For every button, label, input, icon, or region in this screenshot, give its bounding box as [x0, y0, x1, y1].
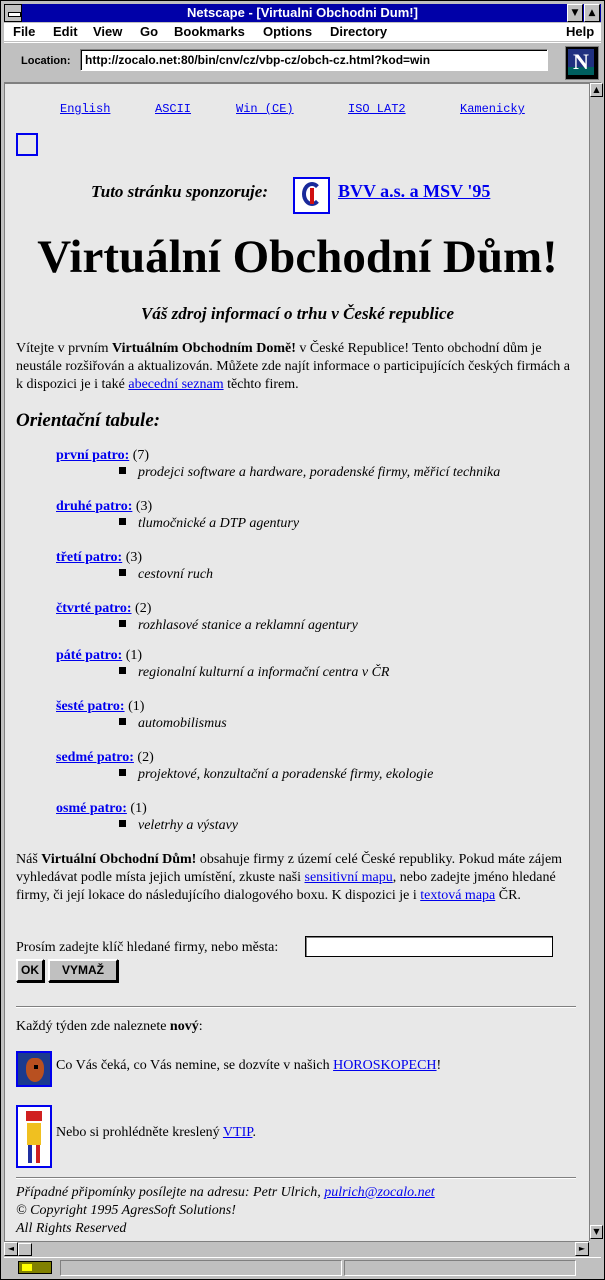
floor-description	[119, 618, 358, 634]
key-shape	[22, 1264, 32, 1271]
floor-description	[119, 567, 213, 583]
lang-kamenicky-link[interactable]: Kamenicky	[460, 102, 525, 116]
netscape-logo[interactable]	[565, 46, 599, 80]
scroll-right-button[interactable]	[575, 1242, 589, 1256]
scroll-left-icon: ◄	[7, 1244, 15, 1253]
floor-item	[56, 648, 142, 664]
jester-leg-left	[28, 1145, 32, 1163]
maximize-button[interactable]	[584, 4, 600, 22]
joke-link[interactable]: VTIP	[222, 1125, 253, 1140]
search-intro-paragraph	[16, 851, 576, 905]
menu-file[interactable]: File	[13, 24, 36, 39]
bullet-icon	[119, 769, 126, 776]
floor-count: (1)	[128, 699, 145, 714]
bvv-logo[interactable]	[293, 177, 330, 214]
menu-bookmarks[interactable]: Bookmarks	[174, 24, 245, 39]
window-title: Netscape - [Virtualni Obchodni Dum!]	[187, 5, 418, 20]
joke-text: Nebo si prohlédněte kreslený	[56, 1125, 223, 1140]
intro-bold: Virtuálním Obchodním Domě!	[112, 341, 296, 356]
weekly-intro	[16, 1018, 576, 1036]
divider	[16, 1177, 576, 1179]
joke-line	[56, 1124, 576, 1142]
intro-text-2: v České Republice! Tento obchodní dům je neustále rozšiřován a aktualizován. Můžete zde najít informace o participujících českých firmách a k dispozici je i také	[16, 341, 570, 392]
search-text-4: ČR.	[495, 888, 521, 903]
horoscope-text: Co Vás čeká, co Vás nemine, se dozvíte v našich	[56, 1058, 334, 1073]
clear-button[interactable]: VYMAŽ	[48, 959, 118, 982]
floor-desc-text: tlumočnické a DTP agentury	[138, 516, 300, 531]
location-input[interactable]: http://zocalo.net:80/bin/cnv/cz/vbp-cz/obch-cz.html?kod=win	[80, 49, 548, 71]
floor-description	[119, 465, 500, 481]
sensitive-map-link[interactable]: sensitivní mapu	[304, 870, 393, 885]
vertical-scrollbar[interactable]	[589, 83, 603, 1241]
bvv-logo-bar	[310, 188, 314, 204]
menu-go[interactable]: Go	[140, 24, 159, 39]
floor-count: (3)	[125, 550, 143, 565]
menu-view[interactable]: View	[93, 24, 123, 39]
text-map-link[interactable]: textová mapa	[420, 888, 496, 903]
location-label: Location:	[21, 55, 71, 67]
bullet-icon	[119, 718, 126, 725]
status-bar	[4, 1257, 601, 1278]
footer	[16, 1184, 435, 1238]
menu-edit[interactable]: Edit	[53, 24, 78, 39]
scroll-down-icon: ▼	[593, 1227, 600, 1236]
bullet-icon	[119, 820, 126, 827]
floor-desc-text: regionalní kulturní a informační centra v ČR	[138, 665, 390, 680]
bullet-icon	[119, 518, 126, 525]
joke-end: .	[252, 1125, 256, 1140]
bullet-icon	[119, 667, 126, 674]
jester-hat	[26, 1111, 42, 1121]
horoscope-icon[interactable]	[16, 1051, 52, 1087]
footer-copyright: © Copyright 1995 AgresSoft Solutions!	[16, 1203, 236, 1218]
search-bold: Virtuální Obchodní Dům!	[41, 852, 197, 867]
floor-link[interactable]: osmé patro:	[56, 801, 127, 816]
floor-count: (2)	[137, 750, 154, 765]
status-message	[60, 1260, 342, 1276]
ok-button[interactable]: OK	[16, 959, 44, 982]
floor-item	[56, 550, 142, 566]
footer-contact-text: Případné připomínky posílejte na adresu: Petr Ulrich,	[16, 1185, 325, 1200]
footer-rights: All Rights Reserved	[16, 1221, 127, 1236]
scroll-up-icon: ▲	[593, 85, 600, 94]
intro-text-1: Vítejte v prvním	[16, 341, 113, 356]
minimize-icon: ▼	[571, 8, 579, 18]
floor-link[interactable]: šesté patro:	[56, 699, 125, 714]
security-key-icon	[18, 1261, 52, 1274]
sponsor-label: Tuto stránku sponzoruje:	[91, 182, 268, 201]
bullet-icon	[119, 620, 126, 627]
footer-contact	[16, 1184, 435, 1202]
floor-item	[56, 601, 151, 617]
jester-body	[27, 1123, 41, 1145]
floor-description	[119, 516, 299, 532]
floor-link[interactable]: druhé patro:	[56, 499, 133, 514]
floor-link[interactable]: čtvrté patro:	[56, 601, 132, 616]
horizontal-scrollbar[interactable]	[4, 1241, 589, 1257]
directory-heading: Orientační tabule:	[16, 410, 161, 431]
status-progress	[344, 1260, 576, 1276]
floor-count: (7)	[132, 448, 150, 463]
search-input[interactable]	[305, 936, 553, 957]
floor-link[interactable]: třetí patro:	[56, 550, 123, 565]
floor-link[interactable]: první patro:	[56, 448, 130, 463]
footer-email-link[interactable]: pulrich@zocalo.net	[324, 1185, 435, 1200]
image-placeholder-link[interactable]	[16, 133, 38, 156]
scroll-down-button[interactable]	[590, 1225, 603, 1239]
floor-count: (2)	[135, 601, 152, 616]
floor-description	[119, 818, 238, 834]
floor-count: (3)	[135, 499, 153, 514]
search-text-1: Náš	[16, 852, 42, 867]
horoscope-end: !	[436, 1058, 442, 1073]
minimize-button[interactable]	[567, 4, 583, 22]
sponsor-link[interactable]: BVV a.s. a MSV '95	[338, 181, 491, 201]
weekly-text-2: :	[198, 1019, 203, 1034]
search-prompt: Prosím zadejte klíč hledané firmy, nebo města:	[16, 940, 279, 955]
weekly-text-1: Každý týden zde naleznete	[16, 1019, 170, 1034]
floor-desc-text: rozhlasové stanice a reklamní agentury	[138, 618, 358, 633]
floor-item	[56, 499, 152, 515]
floor-desc-text: veletrhy a výstavy	[138, 818, 239, 833]
floor-link[interactable]: sedmé patro:	[56, 750, 134, 765]
scroll-up-button[interactable]	[590, 83, 603, 97]
floor-desc-text: cestovní ruch	[138, 567, 214, 582]
page-subtitle: Váš zdroj informací o trhu v České republice	[140, 304, 455, 323]
intro-text-3: těchto firem.	[223, 377, 299, 392]
floor-description	[119, 716, 227, 732]
floor-description	[119, 767, 433, 783]
weekly-bold: nový	[169, 1019, 199, 1034]
maximize-icon: ▲	[588, 8, 596, 18]
floor-count: (1)	[125, 648, 143, 663]
bullet-icon	[119, 569, 126, 576]
horizontal-scroll-thumb[interactable]	[18, 1243, 32, 1256]
location-bar	[4, 42, 601, 83]
floor-item	[56, 699, 144, 715]
title-bar	[4, 4, 601, 22]
menu-bar	[4, 23, 601, 41]
floor-item	[56, 448, 149, 464]
horoscope-eye	[34, 1065, 38, 1069]
page-content	[4, 83, 590, 1242]
search-text-2: obsahuje firmy z území celé České republiky. Pokud máte zájem vyhledávat podle místa jejich umístění, zkuste naši	[16, 852, 563, 885]
jester-leg-right	[36, 1145, 40, 1163]
horoscope-line	[56, 1057, 576, 1075]
floor-desc-text: automobilismus	[138, 716, 227, 731]
scroll-right-icon: ►	[578, 1244, 586, 1253]
floor-link[interactable]: páté patro:	[56, 648, 123, 663]
lang-iso-lat2-link[interactable]: ISO LAT2	[348, 102, 406, 116]
horoscope-face	[26, 1058, 44, 1082]
lang-english-link[interactable]: English	[60, 102, 111, 116]
page-title: Virtuální Obchodní Dům!	[37, 231, 558, 283]
floor-item	[56, 801, 147, 817]
scroll-left-button[interactable]	[4, 1242, 18, 1256]
lang-win-ce-link[interactable]: Win (CE)	[236, 102, 294, 116]
alphabetical-list-link[interactable]: abecední seznam	[128, 377, 224, 392]
floor-description	[119, 665, 389, 681]
menu-help[interactable]: Help	[566, 24, 595, 39]
menu-options[interactable]: Options	[263, 24, 313, 39]
search-text-3: , nebo zadejte jméno hledané firmy, či její lokace do následujícího dialogového boxu. K dispozici je i	[16, 870, 556, 903]
horoscope-link[interactable]: HOROSKOPECH	[333, 1058, 437, 1073]
menu-directory[interactable]: Directory	[330, 24, 388, 39]
intro-paragraph	[16, 340, 576, 394]
floor-count: (1)	[130, 801, 147, 816]
bullet-icon	[119, 467, 126, 474]
floor-desc-text: projektové, konzultační a poradenské firmy, ekologie	[138, 767, 434, 782]
divider	[16, 1006, 576, 1008]
jester-icon[interactable]	[16, 1105, 52, 1168]
floor-desc-text: prodejci software a hardware, poradenské firmy, měřicí technika	[138, 465, 501, 480]
logo-letter: N	[573, 49, 589, 74]
lang-ascii-link[interactable]: ASCII	[155, 102, 192, 116]
floor-item	[56, 750, 154, 766]
